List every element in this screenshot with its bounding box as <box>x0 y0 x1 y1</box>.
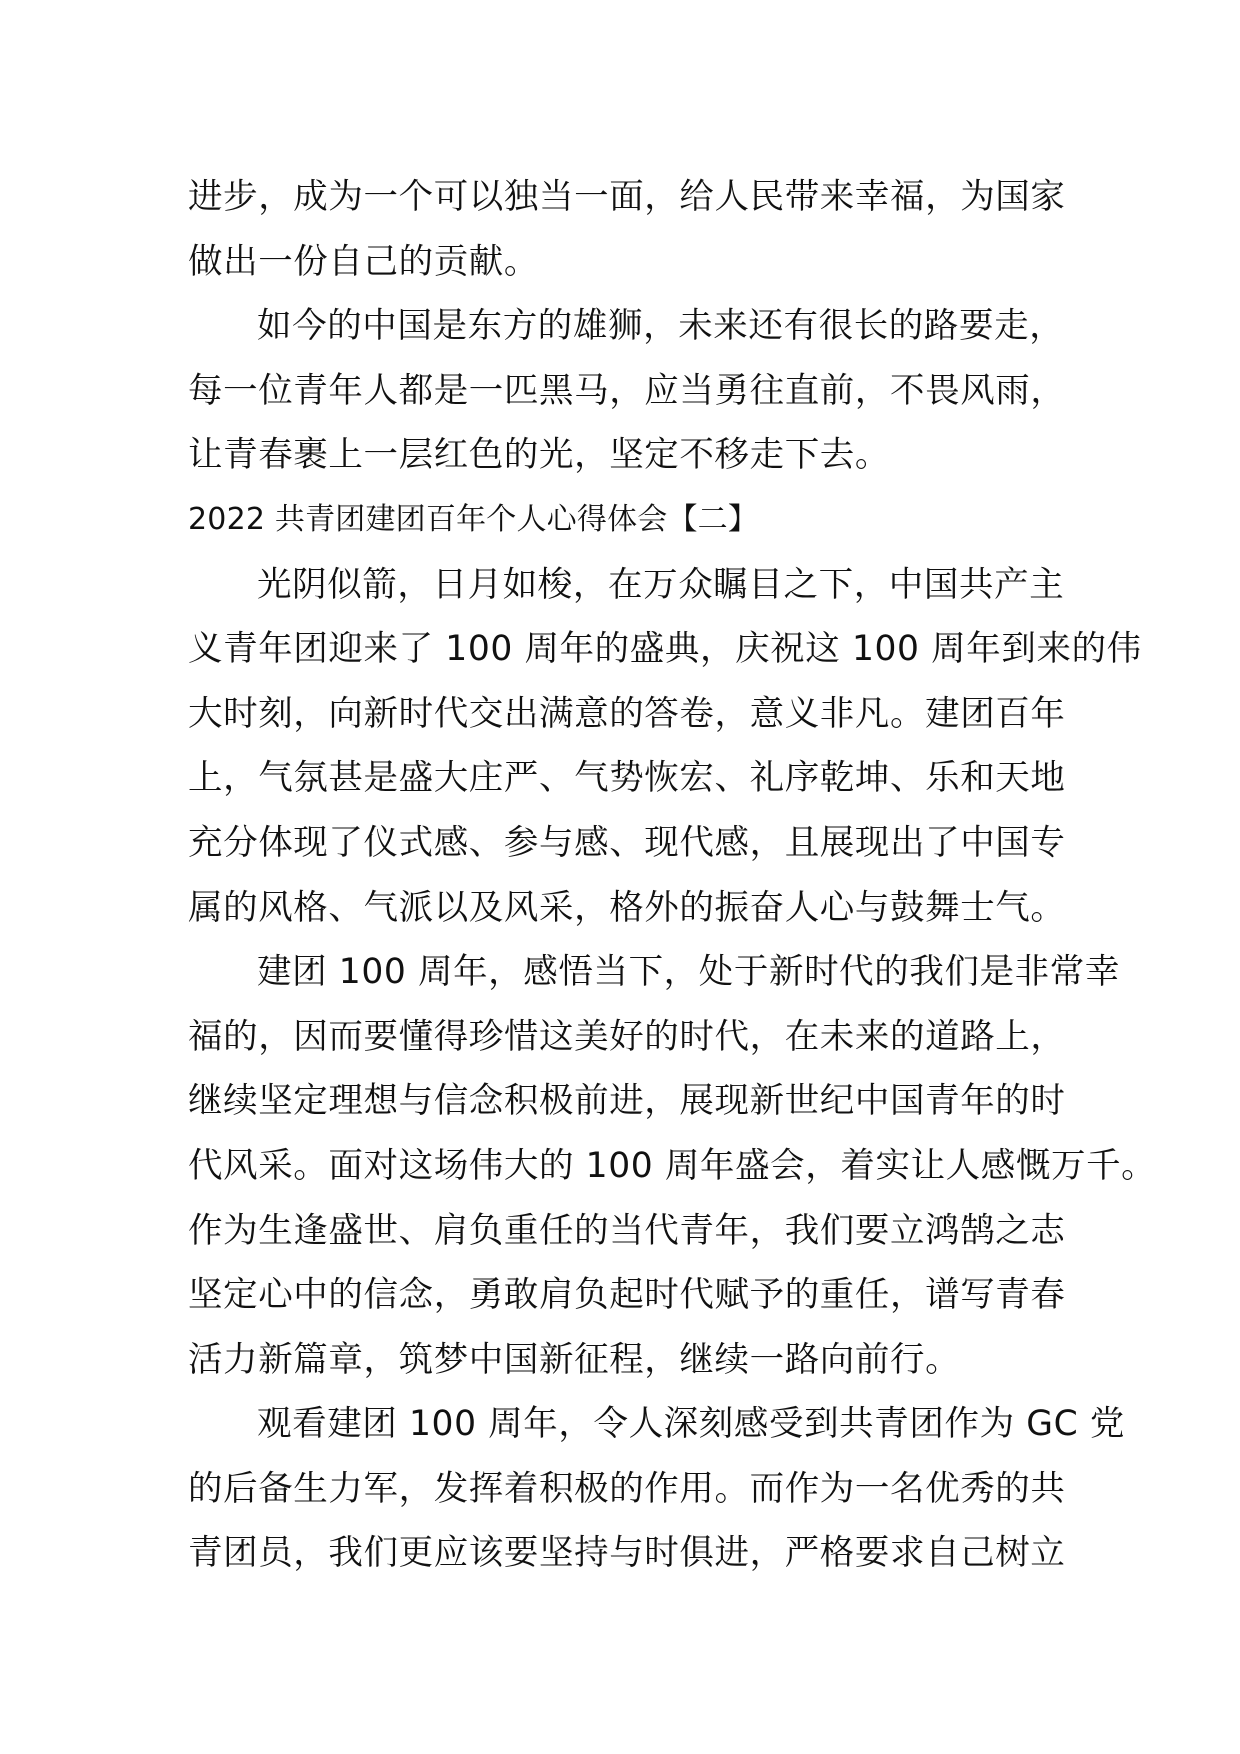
text-line: 属的风格、气派以及风采，格外的振奋人心与鼓舞士气。 <box>188 887 1066 928</box>
text-line: 代风采。面对这场伟大的 100 周年盛会，着实让人感慨万千。 <box>188 1145 1157 1186</box>
text-line: 活力新篇章，筑梦中国新征程，继续一路向前行。 <box>188 1339 961 1380</box>
paragraph-start-line: 建团 100 周年，感悟当下，处于新时代的我们是非常幸 <box>257 952 1120 993</box>
text-line: 义青年团迎来了 100 周年的盛典，庆祝这 100 周年到来的伟 <box>188 629 1142 670</box>
text-line: 进步，成为一个可以独当一面，给人民带来幸福，为国家 <box>188 177 1066 217</box>
text-line: 让青春裹上一层红色的光，坚定不移走下去。 <box>188 435 890 476</box>
text-line: 坚定心中的信念，勇敢肩负起时代赋予的重任，谱写青春 <box>188 1275 1066 1316</box>
body-text <box>188 165 1157 1586</box>
paragraph-start-line: 观看建团 100 周年，令人深刻感受到共青团作为 GC 党 <box>257 1404 1125 1445</box>
text-line: 继续坚定理想与信念积极前进，展现新世纪中国青年的时 <box>188 1081 1066 1122</box>
text-line: 每一位青年人都是一匹黑马，应当勇往直前，不畏风雨， <box>188 370 1066 411</box>
section-heading: 2022 共青团建团百年个人心得体会【二】 <box>188 501 759 537</box>
paragraph-start-line: 光阴似箭，日月如梭，在万众瞩目之下，中国共产主 <box>257 564 1065 605</box>
text-line: 福的，因而要懂得珍惜这美好的时代，在未来的道路上， <box>188 1016 1066 1057</box>
text-line: 充分体现了仪式感、参与感、现代感，且展现出了中国专 <box>188 822 1066 863</box>
paragraph-start-line: 如今的中国是东方的雄狮，未来还有很长的路要走， <box>257 306 1065 347</box>
text-line: 做出一份自己的贡献。 <box>188 241 539 282</box>
text-line: 上，气氛甚是盛大庄严、气势恢宏、礼序乾坤、乐和天地 <box>188 758 1066 799</box>
text-line: 青团员，我们更应该要坚持与时俱进，严格要求自己树立 <box>188 1533 1066 1574</box>
text-line: 的后备生力军，发挥着积极的作用。而作为一名优秀的共 <box>188 1468 1066 1509</box>
text-line: 作为生逢盛世、肩负重任的当代青年，我们要立鸿鹄之志 <box>188 1210 1066 1251</box>
text-line: 大时刻，向新时代交出满意的答卷，意义非凡。建团百年 <box>188 693 1066 734</box>
